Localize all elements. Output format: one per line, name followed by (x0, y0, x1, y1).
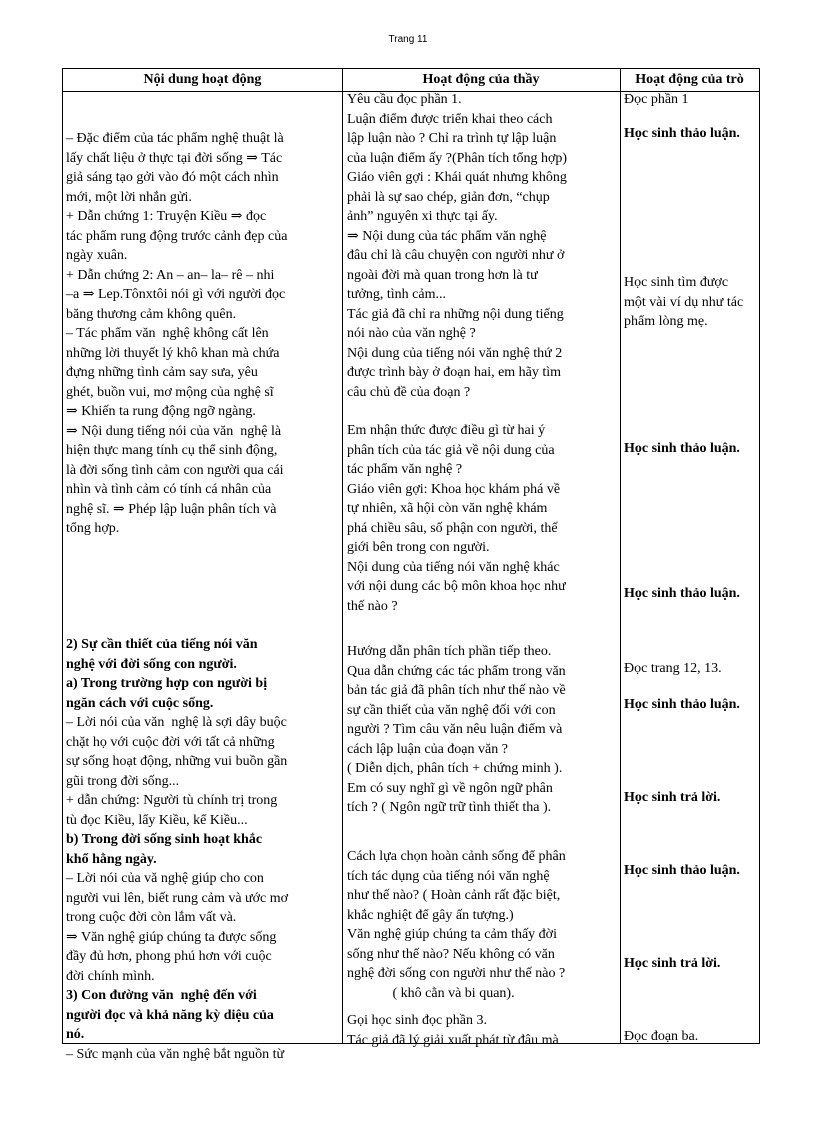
text-line: với nội dung các bộ môn khoa học như (347, 579, 566, 594)
text-line: Tác giả đã chỉ ra những nội dung tiếng (347, 306, 564, 322)
column-divider (342, 69, 343, 1043)
text-line: ngoài đời mà quan trong hơn là tư (347, 267, 538, 283)
student-find-examples (624, 273, 743, 332)
text-line: Em nhận thức được điều gì từ hai ý (347, 423, 546, 438)
header-student: Hoạt động của trò (635, 72, 744, 87)
text-line: b) Trong đời sống sinh hoạt khắc (66, 832, 263, 847)
text-line: Hướng dẫn phân tích phần tiếp theo. (347, 644, 552, 659)
text-line: sự sống hoạt động, những vui buồn gần (66, 754, 288, 769)
student-read-paragraph: Đọc đoạn ba. (624, 1029, 699, 1044)
text-line: chặt họ với cuộc đời với tất cả những (66, 734, 275, 750)
text-line: ⇒ Văn nghệ giúp chúng ta được sống (66, 929, 277, 945)
text-line: ảnh” nguyên xi thực tại ấy. (347, 209, 498, 224)
text-line: Qua dẫn chứng các tác phẩm trong văn (347, 663, 566, 679)
text-line: ngăn cách với cuộc sống. (66, 695, 214, 711)
text-line: – Lời nói của văn nghệ là sợi dây buộc (66, 715, 287, 730)
text-line: nghệ sĩ. ⇒ Phép lập luận phân tích và (66, 501, 277, 517)
text-line: băng thương cảm không quên. (66, 306, 237, 322)
student-discuss: Học sinh thảo luận. (624, 697, 740, 712)
text-line: tác phẩm rung động trước cảnh đẹp của (66, 228, 288, 244)
text-line: giới bên trong con người. (347, 540, 490, 555)
text-line: ( Diễn dịch, phân tích + chứng minh ). (347, 761, 563, 776)
text-line: mới, một lời nhắn gửi. (66, 189, 192, 205)
student-discuss: Học sinh thảo luận. (624, 863, 740, 878)
table-header-row (63, 69, 759, 92)
text-line: ghét, buồn vui, mơ mộng của nghệ sĩ (66, 384, 274, 400)
text-line: tự nhiên, xã hội còn văn nghệ khám (347, 501, 548, 516)
content-column-block (66, 129, 287, 539)
text-line: nhìn và tình cảm có tính cá nhân của (66, 482, 272, 497)
text-line: khắc nghiệt để gây ấn tượng.) (347, 907, 514, 923)
text-line: tác phẩm văn nghệ ? (347, 462, 463, 477)
header-teacher: Hoạt động của thầy (422, 72, 540, 87)
text-line: tổng hợp. (66, 521, 120, 536)
text-line: + Dẫn chứng 2: An – an– la– rê – nhi (66, 267, 275, 283)
text-line: như thế nào? ( Hoàn cảnh rất đặc biệt, (347, 888, 561, 903)
text-line: Gọi học sinh đọc phần 3. (347, 1013, 487, 1028)
text-line: + dẫn chứng: Người tù chính trị trong (66, 793, 278, 808)
teacher-column-block (347, 1011, 559, 1050)
text-line: Học sinh tìm được (624, 275, 729, 290)
text-line: nó. (66, 1027, 85, 1042)
lesson-table (62, 68, 760, 1062)
text-line: –a ⇒ Lep.Tônxtôi nói gì với người đọc (66, 287, 286, 302)
text-line: Cách lựa chọn hoàn cảnh sống để phân (347, 849, 566, 864)
text-line: đời chính mình. (66, 968, 155, 984)
text-line: đầy đủ hơn, phong phú hơn với cuộc (66, 949, 272, 964)
column-divider (620, 69, 621, 1043)
text-line: phẩm lòng mẹ. (624, 314, 708, 329)
student-discuss: Học sinh thảo luận. (624, 441, 740, 456)
student-answer: Học sinh trả lời. (624, 956, 721, 971)
text-line: phân tích của tác giả về nội dung của (347, 442, 555, 458)
text-line: nghệ với đời sống con người. (66, 656, 237, 672)
text-line: ⇒ Nội dung của tác phẩm văn nghệ (347, 228, 547, 244)
text-line: Giáo viên gợi : Khái quát nhưng không (347, 170, 567, 185)
text-line: những lời thuyết lý khô khan mà chứa (66, 345, 280, 361)
text-line: Văn nghệ giúp chúng ta cảm thấy đời (347, 927, 557, 942)
text-line: của luận điểm ấy ?(Phân tích tổng hợp) (347, 150, 568, 166)
text-line: phải là sự sao chép, giản đơn, “chụp (347, 189, 550, 205)
text-line: ⇒ Khiến ta rung động ngỡ ngàng. (66, 404, 256, 419)
student-answer: Học sinh trả lời. (624, 790, 721, 805)
text-line: cách lập luận của đoạn văn ? (347, 741, 508, 757)
text-line: Yêu cầu đọc phần 1. (347, 92, 462, 107)
teacher-column-block (347, 90, 567, 402)
text-line: người vui lên, biết rung cảm và ước mơ (66, 890, 289, 906)
text-line: – Tác phẩm văn nghệ không cất lên (66, 326, 269, 341)
text-line: – Sức mạnh của văn nghệ bắt nguồn từ (66, 1046, 285, 1062)
text-line: ( khô cằn và bi quan). (347, 985, 515, 1001)
text-line: Nội dung của tiếng nói văn nghệ khác (347, 559, 560, 575)
header-content: Nội dung hoạt động (143, 72, 262, 87)
text-line: hiện thực mang tính cụ thể sinh động, (66, 443, 278, 458)
text-line: Em có suy nghĩ gì về ngôn ngữ phân (347, 780, 553, 796)
student-discuss: Học sinh thảo luận. (624, 126, 740, 141)
text-line: đựng những tình cảm say sưa, yêu (66, 365, 258, 380)
text-line: lập luận nào ? Chỉ ra trình tự lập luận (347, 131, 557, 146)
text-line: lấy chất liệu ở thực tại đời sống ⇒ Tác (66, 150, 283, 166)
text-line: câu chủ đề của đoạn ? (347, 384, 471, 400)
teacher-column-block (347, 847, 566, 1003)
text-line: một vài ví dụ như tác (624, 294, 744, 310)
text-line: phá chiều sâu, số phận con người, thế (347, 520, 558, 536)
text-line: 2) Sự cần thiết của tiếng nói văn (66, 637, 258, 652)
text-line: + Dẫn chứng 1: Truyện Kiều ⇒ đọc (66, 209, 267, 224)
text-line: – Đặc điểm của tác phẩm nghệ thuật là (66, 131, 284, 146)
text-line: tù đọc Kiều, lẩy Kiều, kể Kiều... (66, 812, 248, 828)
text-line: Tác giả đã lý giải xuất phát từ đâu mà (347, 1032, 559, 1048)
teacher-column-block (347, 421, 566, 616)
text-line: trong cuộc đời còn lắm vất và. (66, 910, 237, 925)
student-discuss: Học sinh thảo luận. (624, 586, 740, 601)
text-line: – Lời nói của vă nghệ giúp cho con (66, 871, 264, 886)
text-line: khổ hằng ngày. (66, 851, 157, 867)
text-line: tích tác dụng của tiếng nói văn nghệ (347, 868, 550, 884)
text-line: thế nào ? (347, 598, 398, 614)
content-column-block (66, 635, 288, 1064)
text-line: tưởng, tình cảm... (347, 287, 446, 302)
teacher-column-block (347, 642, 566, 818)
student-read-pages: Đọc trang 12, 13. (624, 661, 722, 676)
text-line: 3) Con đường văn nghệ đến với (66, 988, 257, 1003)
text-line: Giáo viên gợi: Khoa học khám phá về (347, 481, 561, 497)
text-line: sống như thế nào? Nếu không có văn (347, 946, 555, 962)
text-line: nói nào của văn nghệ ? (347, 326, 476, 341)
text-line: Luận điểm được triển khai theo cách (347, 111, 553, 127)
text-line: a) Trong trường hợp con người bị (66, 676, 268, 691)
text-line: người đọc và khả năng kỳ diệu của (66, 1007, 274, 1023)
text-line: tích ? ( Ngôn ngữ trữ tình thiết tha ). (347, 800, 552, 815)
text-line: giả sáng tạo gởi vào đó một cách nhìn (66, 170, 279, 185)
student-read-part-1: Đọc phần 1 (624, 92, 689, 107)
text-line: gũi trong đời sống... (66, 773, 180, 789)
page-header: Trang 11 (388, 34, 428, 45)
text-line: ngày xuân. (66, 248, 128, 263)
text-line: sự cần thiết của văn nghệ đối với con (347, 702, 556, 718)
text-line: bản tác giả đã phân tích như thế nào về (347, 683, 566, 698)
text-line: đâu chỉ là câu chuyện con người như ở (347, 248, 565, 263)
text-line: người ? Tìm câu văn nêu luận điểm và (347, 722, 563, 737)
text-line: ⇒ Nội dung tiếng nói của văn nghệ là (66, 423, 282, 439)
text-line: Nội dung của tiếng nói văn nghệ thứ 2 (347, 345, 563, 361)
text-line: là đời sống tình cảm con người qua cái (66, 462, 284, 478)
text-line: nghệ đời sống con người như thế nào ? (347, 966, 566, 981)
text-line: được trình bày ở đoạn hai, em hãy tìm (347, 365, 562, 380)
